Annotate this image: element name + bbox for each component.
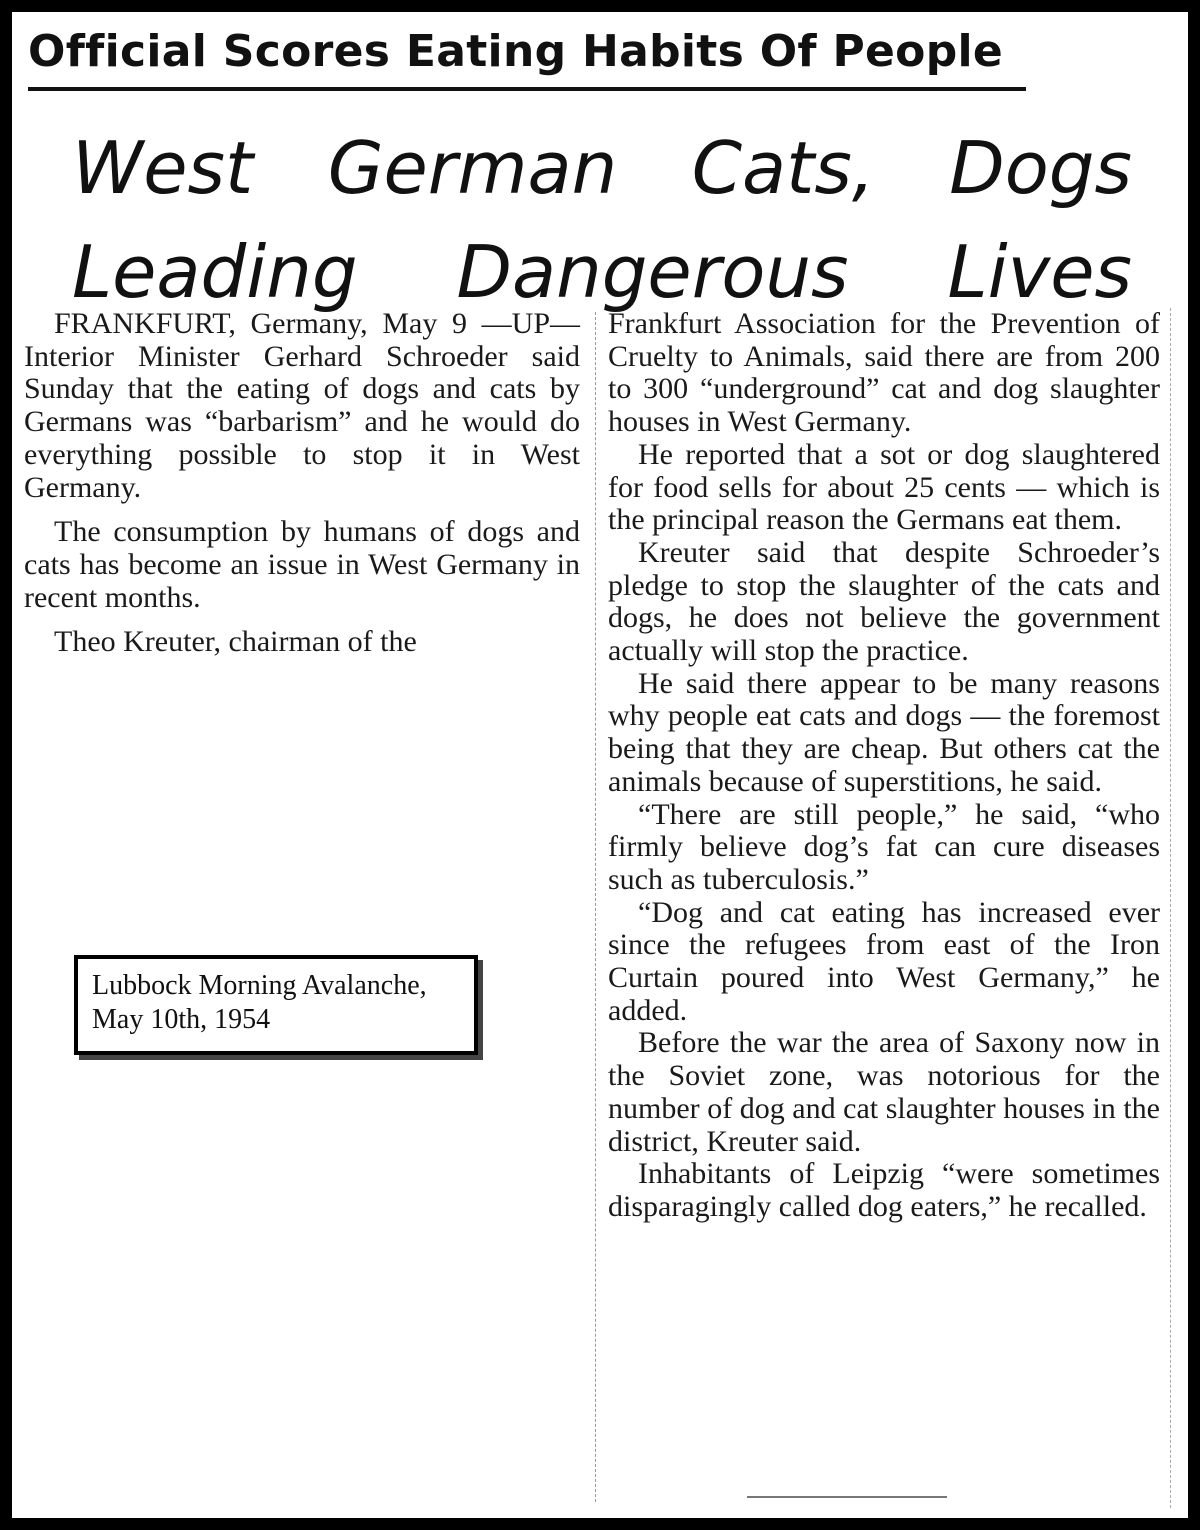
article-paragraph: Theo Kreuter, chairman of the xyxy=(54,625,417,659)
article-paragraph: “Dog and cat eating has increased ever since the refugees from east of the Iron Curtain poured into West Germany,” he added. xyxy=(608,895,1160,1027)
main-headline xyxy=(72,116,1132,324)
article-paragraph: Frankfurt Association for the Prevention of Cruelty to Animals, said there are from 200 to 300 “underground” cat and dog slaughter houses in West Germany. xyxy=(608,307,1160,439)
article-paragraph: He said there appear to be many reasons why people eat cats and dogs — the foremost being that they are cheap. But others cat the animals because of superstitions, he said. xyxy=(608,666,1160,798)
newspaper-clipping xyxy=(12,12,1188,1518)
article-paragraph: Inhabitants of Leipzig “were sometimes disparagingly called dog eaters,” he recalled. xyxy=(608,1157,1160,1223)
source-caption-box xyxy=(74,955,478,1055)
article-column-left xyxy=(24,308,580,659)
article-paragraph: FRANKFURT, Germany, May 9 —UP—Interior Minister Gerhard Schroeder said Sunday that the eating of dogs and cats by Germans was “barbarism” and he would do everything possible to stop it in West Germany. xyxy=(24,307,580,504)
article-column-right xyxy=(608,308,1160,1224)
article-paragraph: “There are still people,” he said, “who firmly believe dog’s fat can cure diseases such as tuberculosis.” xyxy=(608,797,1160,896)
article-paragraph: Before the war the area of Saxony now in the Soviet zone, was notorious for the number of dog and cat slaughter houses in the district, Kreuter said. xyxy=(608,1026,1160,1158)
article-end-rule xyxy=(747,1496,947,1498)
kicker-underline xyxy=(28,87,1026,91)
article-paragraph: He reported that a sot or dog slaughtered for food sells for about 25 cents — which is the principal reason the Germans eat them. xyxy=(608,437,1160,537)
headline-line-2: Leading Dangerous Lives xyxy=(72,230,1132,314)
kicker-headline: Official Scores Eating Habits Of People xyxy=(28,26,1004,77)
caption-publication: Lubbock Morning Avalanche, xyxy=(92,970,427,1001)
caption-date: May 10th, 1954 xyxy=(92,1004,271,1035)
clipping-edge-rule xyxy=(1170,308,1172,1508)
headline-line-1: West German Cats, Dogs xyxy=(72,126,1132,210)
column-divider xyxy=(595,312,597,1502)
article-paragraph: The consumption by humans of dogs and cats has become an issue in West Germany in recent months. xyxy=(24,515,580,614)
article-paragraph: Kreuter said that despite Schroeder’s pledge to stop the slaughter of the cats and dogs, he does not believe the government actually will stop the practice. xyxy=(608,535,1160,668)
